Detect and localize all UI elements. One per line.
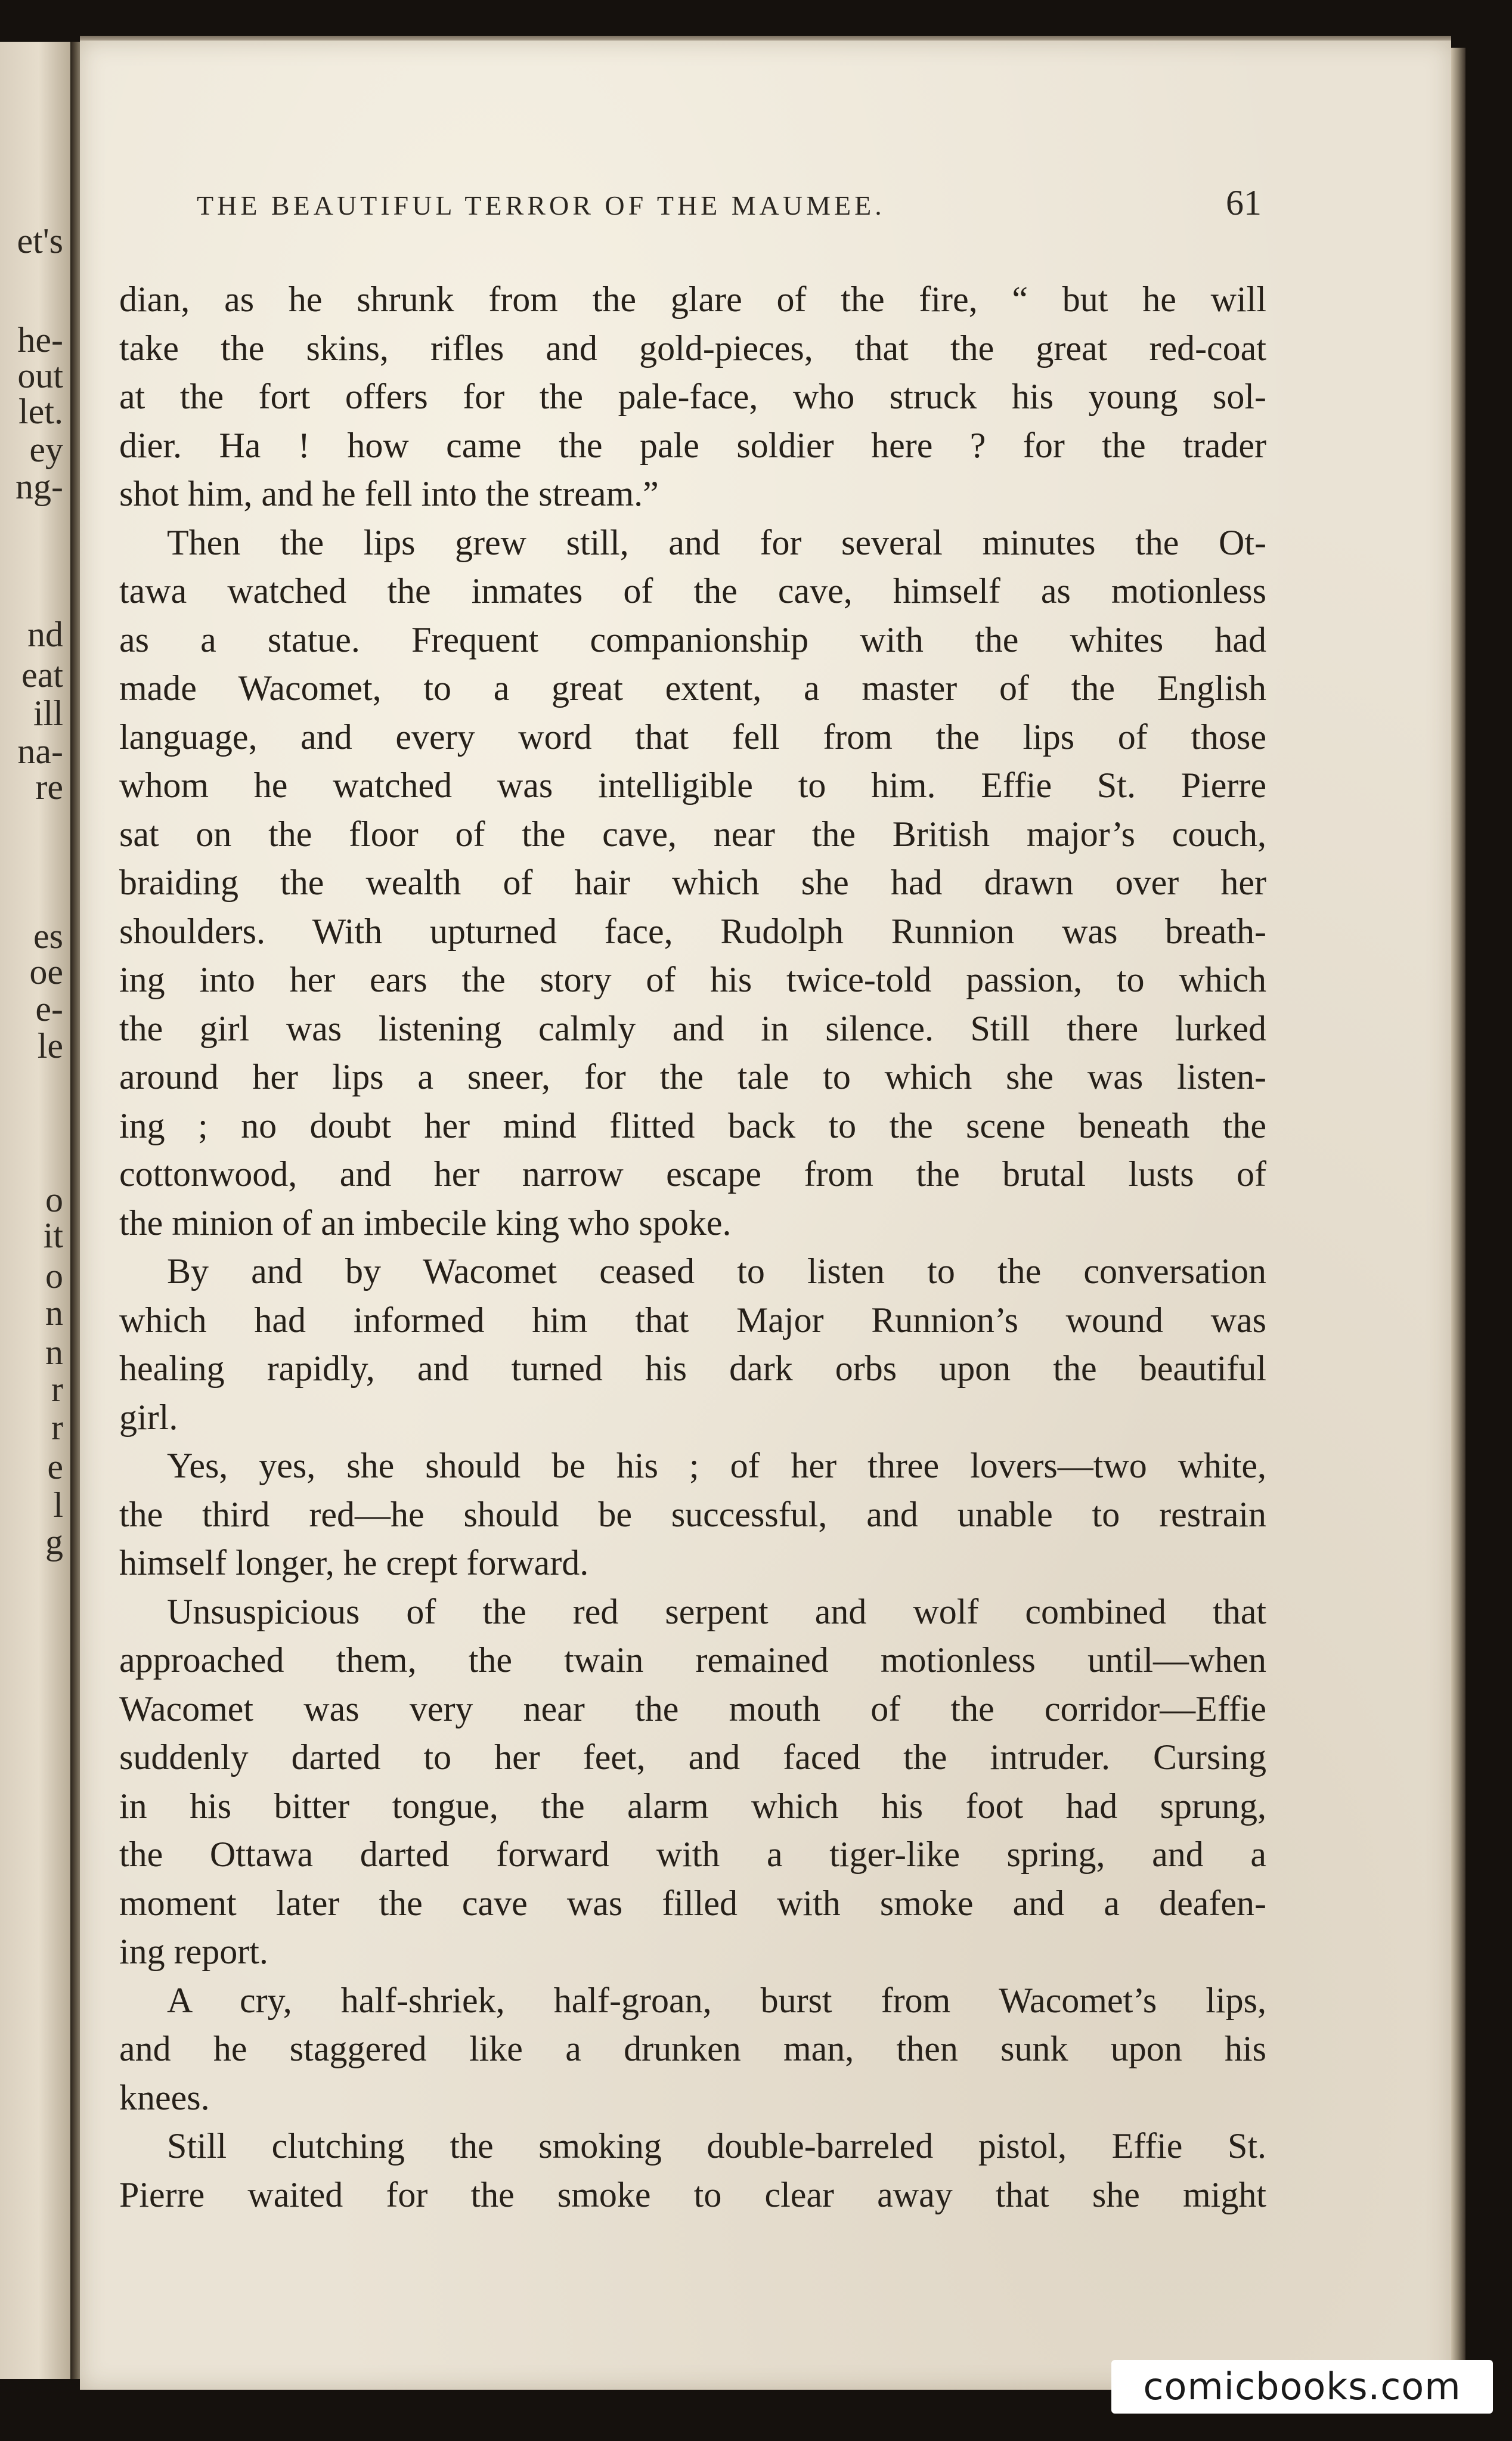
left-page-fragment: n (45, 1293, 63, 1333)
text-line: tawa watched the inmates of the cave, himself as motionless (119, 571, 1266, 611)
text-line: in his bitter tongue, the alarm which his foot had sprung, (119, 1786, 1266, 1826)
text-line: language, and every word that fell from the lips of those (119, 717, 1266, 757)
text-line: and he staggered like a drunken man, then sunk upon his (119, 2029, 1266, 2068)
text-line: ing report. (119, 1932, 268, 1971)
left-page-fragment: l (53, 1485, 63, 1525)
text-line: knees. (119, 2077, 210, 2117)
watermark: comicbooks.com (1111, 2360, 1493, 2414)
left-page-fragment: g (45, 1522, 63, 1562)
running-head: THE BEAUTIFUL TERROR OF THE MAUMEE. (197, 190, 885, 221)
left-page-fragment: n (45, 1333, 63, 1372)
left-page-fragment: e- (35, 989, 63, 1029)
left-page-fragment: o (45, 1256, 63, 1296)
left-page-fragment: ey (29, 430, 63, 469)
text-line: moment later the cave was filled with smoke and a deafen- (119, 1883, 1266, 1923)
text-line: By and by Wacomet ceased to listen to the conversation (167, 1252, 1266, 1291)
text-line: Pierre waited for the smoke to clear away that she might (119, 2174, 1266, 2214)
left-page-fragment: he- (17, 320, 63, 360)
text-line: Wacomet was very near the mouth of the corridor—Effie (119, 1689, 1266, 1728)
text-line: braiding the wealth of hair which she had drawn over her (119, 863, 1266, 902)
left-page-fragment: r (51, 1370, 63, 1409)
text-line: himself longer, he crept forward. (119, 1543, 589, 1582)
text-line: at the fort offers for the pale-face, who struck his young sol- (119, 377, 1266, 416)
text-line: the third red—he should be successful, and unable to restrain (119, 1494, 1266, 1534)
left-facing-page (0, 42, 70, 2379)
page-right-edge (1451, 48, 1465, 2385)
left-page-fragment: oe (29, 952, 63, 992)
left-page-fragment: ill (33, 693, 63, 733)
text-line: shoulders. With upturned face, Rudolph Runnion was breath- (119, 911, 1266, 951)
left-page-fragment: let. (18, 392, 63, 431)
text-line: dian, as he shrunk from the glare of the fire, “ but he will (119, 280, 1266, 319)
text-line: approached them, the twain remained motionless until—when (119, 1640, 1266, 1680)
body-text (119, 275, 1266, 2219)
text-line: ing into her ears the story of his twice-told passion, to which (119, 960, 1266, 999)
text-line: the Ottawa darted forward with a tiger-like spring, and a (119, 1835, 1266, 1874)
left-page-fragment: it (43, 1216, 63, 1255)
left-page-fragment: ng- (16, 467, 63, 506)
left-page-fragment: e (47, 1447, 63, 1486)
text-line: the girl was listening calmly and in silence. Still there lurked (119, 1008, 1266, 1048)
text-line: sat on the floor of the cave, near the British major’s couch, (119, 814, 1266, 854)
text-line: Unsuspicious of the red serpent and wolf combined that (167, 1591, 1266, 1631)
text-line: cottonwood, and her narrow escape from the brutal lusts of (119, 1154, 1266, 1194)
left-page-fragment: r (51, 1408, 63, 1447)
text-line: Yes, yes, she should be his ; of her three lovers—two white, (167, 1446, 1266, 1485)
text-line: take the skins, rifles and gold-pieces, that the great red-coat (119, 328, 1266, 368)
text-line: as a statue. Frequent companionship with the whites had (119, 619, 1266, 659)
left-page-fragment: out (17, 356, 63, 395)
left-page-fragment: et's (17, 221, 63, 261)
text-line: shot him, and he fell into the stream.” (119, 474, 659, 513)
left-page-fragment: o (45, 1180, 63, 1219)
left-page-fragment: eat (21, 655, 63, 695)
text-line: Still clutching the smoking double-barreled pistol, Effie St. (167, 2126, 1266, 2166)
text-line: ing ; no doubt her mind flitted back to the scene beneath the (119, 1105, 1266, 1145)
text-line: A cry, half-shriek, half-groan, burst from Wacomet’s lips, (167, 1980, 1266, 2020)
text-line: girl. (119, 1397, 178, 1437)
text-line: around her lips a sneer, for the tale to which she was listen- (119, 1057, 1266, 1096)
text-line: healing rapidly, and turned his dark orbs upon the beautiful (119, 1349, 1266, 1388)
left-page-fragment: es (33, 916, 63, 956)
text-line: made Wacomet, to a great extent, a master of the English (119, 668, 1266, 708)
text-line: whom he watched was intelligible to him. Effie St. Pierre (119, 766, 1266, 805)
text-line: the minion of an imbecile king who spoke. (119, 1203, 732, 1243)
page-number: 61 (1226, 183, 1262, 222)
text-line: which had informed him that Major Runnion’s wound was (119, 1300, 1266, 1340)
text-line: Then the lips grew still, and for several minutes the Ot- (167, 522, 1266, 562)
left-page-fragment: na- (17, 732, 63, 771)
left-page-fragment: nd (27, 615, 63, 654)
text-line: dier. Ha ! how came the pale soldier here ? for the trader (119, 425, 1266, 465)
left-page-fragment: le (37, 1026, 63, 1065)
text-line: suddenly darted to her feet, and faced the intruder. Cursing (119, 1737, 1266, 1777)
left-page-fragment: re (35, 767, 63, 807)
